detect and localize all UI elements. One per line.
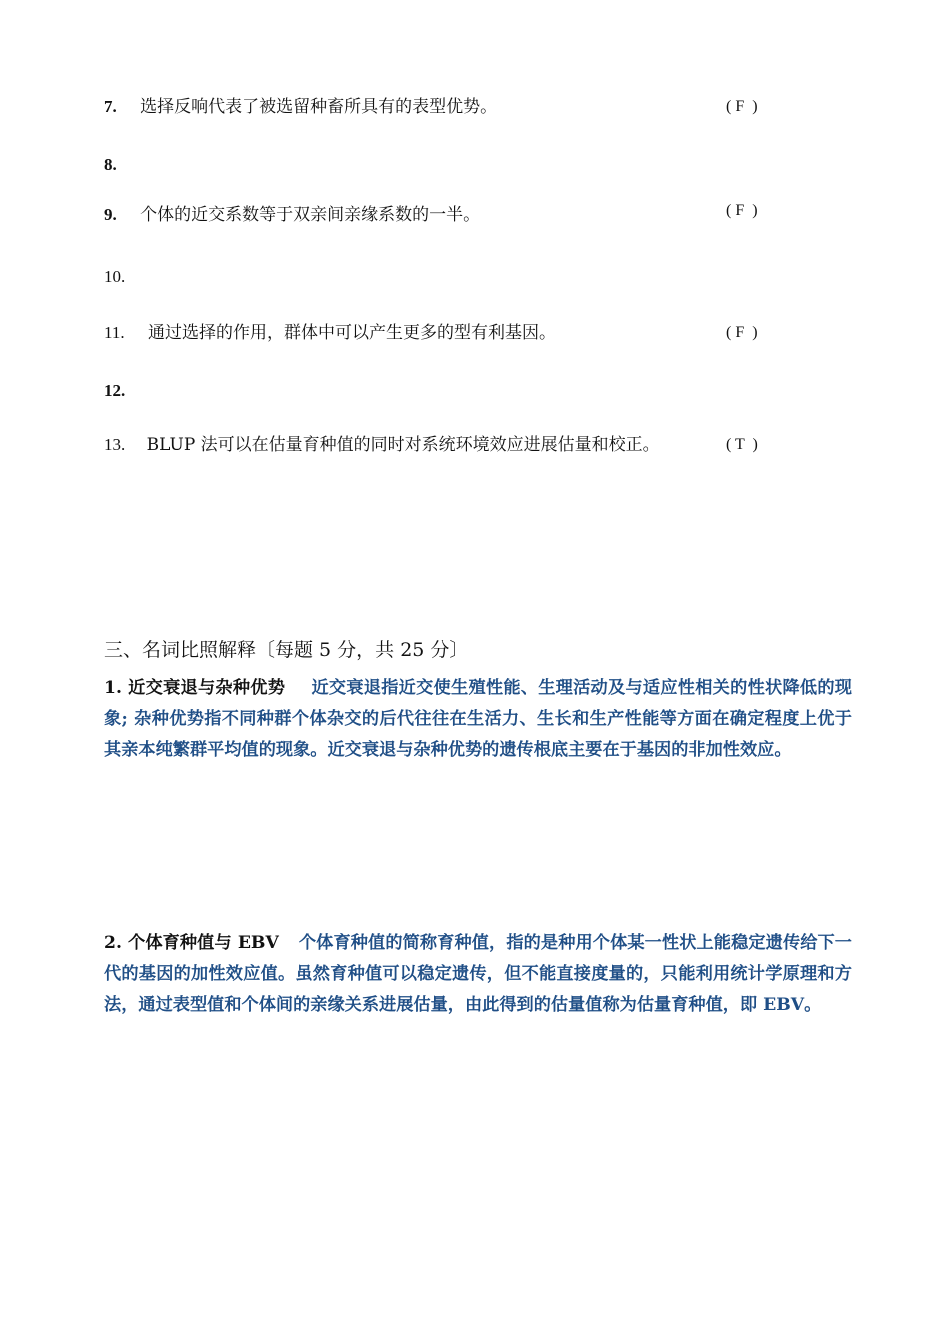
tf-statement: BLUP 法可以在估量育种值的同时对系统环境效应进展估量和校正。 xyxy=(146,435,660,455)
tf-number: 13. xyxy=(104,435,126,454)
term-heading: 2. 个体育种值与 EBV xyxy=(104,933,279,953)
term-heading: 1. 近交衰退与杂种优势 xyxy=(104,678,286,698)
tf-statement: 通过选择的作用，群体中可以产生更多的型有利基因。 xyxy=(148,323,557,343)
tf-number: 12. xyxy=(104,381,126,400)
section-title: 三、名词比照解释〔每题 5 分，共 25 分〕 xyxy=(104,639,469,661)
tf-statement: 个体的近交系数等于双亲间亲缘系数的一半。 xyxy=(140,205,481,225)
tf-number: 7. xyxy=(104,97,117,116)
tf-number: 11. xyxy=(104,323,125,342)
tf-item-7 xyxy=(104,92,804,122)
tf-statement: 选择反响代表了被选留种畜所具有的表型优势。 xyxy=(140,97,498,117)
term-1 xyxy=(104,673,852,766)
tf-number: 9. xyxy=(104,205,117,224)
tf-number: 10. xyxy=(104,267,126,286)
term-definition: 个体育种值的简称育种值，指的是种用个体某一性状上能稳定遗传给下一代的基因的加性效应值。虽然育种值可以稳定遗传，但不能直接度量的，只能利用统计学原理和方法，通过表型值和个体间的亲缘关系进展估量，由此得到的估量值称为估量育种值，即 EBV。 xyxy=(104,933,852,1015)
tf-answer: ( F ) xyxy=(726,202,758,219)
tf-answer: ( T ) xyxy=(726,436,758,453)
tf-answer: ( F ) xyxy=(726,324,758,341)
tf-item-8 xyxy=(104,150,804,180)
tf-item-11 xyxy=(104,318,804,348)
tf-item-13 xyxy=(104,430,804,460)
tf-item-9 xyxy=(104,200,804,230)
tf-item-10 xyxy=(104,262,804,292)
tf-number: 8. xyxy=(104,155,117,174)
tf-answer: ( F ) xyxy=(726,98,758,115)
tf-item-12 xyxy=(104,376,804,406)
term-2 xyxy=(104,928,852,1021)
term-definition: 近交衰退指近交使生殖性能、生理活动及与适应性相关的性状降低的现象; 杂种优势指不同种群个体杂交的后代往往在生活力、生长和生产性能等方面在确定程度上优于其亲本纯繁群平均值的现象。近交衰退与杂种优势的遗传根底主要在于基因的非加性效应。 xyxy=(104,678,852,760)
